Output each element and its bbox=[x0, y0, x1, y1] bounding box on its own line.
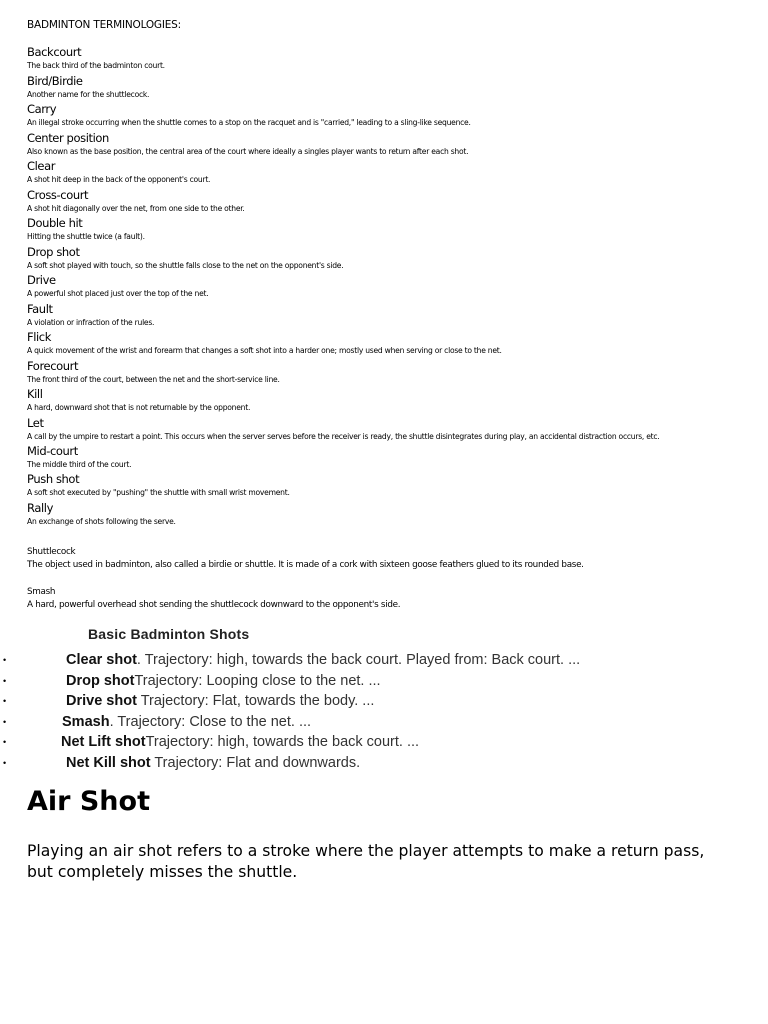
shot-text bbox=[66, 691, 374, 712]
shot-text bbox=[62, 712, 311, 733]
bullet-icon: • bbox=[3, 655, 7, 665]
air-shot-heading: Air Shot bbox=[27, 786, 150, 817]
shot-name: Drop shot bbox=[66, 672, 135, 689]
shot-description: . Trajectory: high, towards the back court. Played from: Back court. ... bbox=[136, 652, 581, 668]
shot-name: Clear shot bbox=[66, 652, 137, 668]
list-item bbox=[0, 732, 760, 753]
glossary-entry-flick bbox=[27, 329, 727, 358]
term-definition: An illegal stroke occurring when the shuttle comes to a stop on the racquet and is "carried," leading to a sling-like sequence. bbox=[27, 118, 471, 127]
term-label: Forecourt bbox=[27, 358, 79, 373]
glossary-entry-clear bbox=[27, 158, 727, 187]
term-definition: A violation or infraction of the rules. bbox=[27, 317, 155, 327]
glossary-entry-shuttlecock bbox=[27, 546, 727, 572]
shot-name: Drive shot bbox=[66, 693, 137, 709]
term-label: Rally bbox=[27, 500, 53, 515]
shot-description: . Trajectory: Close to the net. ... bbox=[109, 713, 312, 730]
shot-name: Net Kill shot bbox=[66, 754, 151, 771]
term-definition: A hard, downward shot that is not returnable by the opponent. bbox=[27, 403, 251, 412]
term-definition: A soft shot played with touch, so the shuttle falls close to the net on the opponent's side. bbox=[27, 260, 344, 270]
list-item bbox=[0, 671, 760, 692]
term-label: Fault bbox=[27, 301, 53, 316]
glossary-entry-fault bbox=[27, 301, 727, 330]
glossary-entry-cross-court bbox=[27, 187, 727, 216]
glossary-entry-rally bbox=[27, 500, 727, 529]
air-shot-paragraph: Playing an air shot refers to a stroke where the player attempts to make a return pass, but completely misses the shuttle. bbox=[27, 842, 705, 881]
term-label: Cross-court bbox=[27, 187, 89, 202]
term-definition: A shot hit deep in the back of the opponent's court. bbox=[27, 175, 211, 184]
shot-text bbox=[61, 732, 419, 753]
glossary-entry-center-position bbox=[27, 130, 727, 159]
term-definition: A powerful shot placed just over the top of the net. bbox=[27, 289, 209, 298]
bullet-icon: • bbox=[3, 757, 7, 768]
term-label: Kill bbox=[27, 387, 43, 401]
glossary-entry-smash bbox=[27, 586, 727, 612]
glossary-entry-kill bbox=[27, 386, 727, 415]
term-label: Smash bbox=[27, 587, 56, 597]
term-label: Clear bbox=[27, 159, 56, 173]
glossary-entry-push-shot bbox=[27, 471, 727, 500]
term-label: Carry bbox=[27, 102, 57, 116]
bullet-icon: • bbox=[3, 716, 7, 727]
glossary-entry-let bbox=[27, 415, 727, 442]
term-definition: The object used in badminton, also called a birdie or shuttle. It is made of a cork with sixteen goose feathers glued to its rounded base. bbox=[27, 560, 584, 570]
term-definition: A shot hit diagonally over the net, from one side to the other. bbox=[27, 203, 245, 213]
term-definition: Hitting the shuttle twice (a fault). bbox=[27, 232, 145, 241]
term-label: Backcourt bbox=[27, 45, 82, 59]
document-title: BADMINTON TERMINOLOGIES: bbox=[27, 19, 181, 31]
term-label: Shuttlecock bbox=[27, 547, 76, 557]
term-label: Push shot bbox=[27, 472, 80, 486]
term-label: Let bbox=[27, 415, 44, 430]
glossary-entry-double-hit bbox=[27, 215, 727, 244]
list-item bbox=[0, 650, 760, 671]
term-definition: Another name for the shuttlecock. bbox=[27, 89, 150, 99]
list-item bbox=[0, 753, 760, 774]
term-definition: An exchange of shots following the serve. bbox=[27, 516, 176, 526]
glossary-entry-drop-shot bbox=[27, 244, 727, 273]
term-label: Flick bbox=[27, 330, 51, 344]
basic-shots-heading: Basic Badminton Shots bbox=[88, 626, 250, 642]
shot-text bbox=[66, 671, 381, 692]
shot-description: Trajectory: Flat and downwards. bbox=[150, 754, 361, 771]
glossary-list bbox=[27, 44, 727, 528]
bullet-icon: • bbox=[3, 737, 7, 747]
bullet-icon: • bbox=[3, 675, 7, 686]
term-definition: A hard, powerful overhead shot sending the shuttlecock downward to the opponent's side. bbox=[27, 600, 401, 610]
term-label: Center position bbox=[27, 130, 109, 145]
glossary-entry-birdie bbox=[27, 73, 727, 102]
term-label: Mid-court bbox=[27, 443, 78, 458]
glossary-entry-mid-court bbox=[27, 443, 727, 472]
term-definition: The back third of the badminton court. bbox=[27, 61, 165, 70]
shot-description: Trajectory: Looping close to the net. ... bbox=[134, 672, 381, 689]
term-definition: A call by the umpire to restart a point. This occurs when the server serves before the receiver is ready, the shuttle disintegrates during play, an accidental distraction occurs, etc. bbox=[27, 431, 660, 441]
term-label: Drive bbox=[27, 273, 56, 287]
glossary-entry-backcourt bbox=[27, 44, 727, 73]
term-definition: The front third of the court, between the net and the short-service line. bbox=[27, 374, 280, 384]
list-item bbox=[0, 691, 760, 712]
shot-name: Smash bbox=[62, 713, 110, 730]
basic-shots-list bbox=[0, 650, 760, 773]
term-label: Bird/Birdie bbox=[27, 73, 83, 88]
list-item bbox=[0, 712, 760, 733]
bullet-icon: • bbox=[3, 696, 7, 706]
term-definition: The middle third of the court. bbox=[27, 459, 132, 469]
glossary-entry-forecourt bbox=[27, 358, 727, 387]
term-definition: Also known as the base position, the central area of the court where ideally a singles player wants to return after each shot. bbox=[27, 146, 469, 156]
glossary-entry-carry bbox=[27, 101, 727, 130]
term-label: Drop shot bbox=[27, 244, 80, 259]
shot-description: Trajectory: high, towards the back court. ... bbox=[145, 734, 420, 750]
term-definition: A soft shot executed by "pushing" the shuttle with small wrist movement. bbox=[27, 488, 290, 497]
shot-text bbox=[66, 650, 580, 671]
term-label: Double hit bbox=[27, 216, 83, 230]
term-definition: A quick movement of the wrist and forearm that changes a soft shot into a harder one; mostly used when serving or close to the net. bbox=[27, 346, 502, 355]
shot-name: Net Lift shot bbox=[61, 734, 146, 750]
shot-description: Trajectory: Flat, towards the body. ... bbox=[136, 693, 375, 709]
glossary-entry-drive bbox=[27, 272, 727, 301]
shot-text bbox=[66, 753, 360, 774]
